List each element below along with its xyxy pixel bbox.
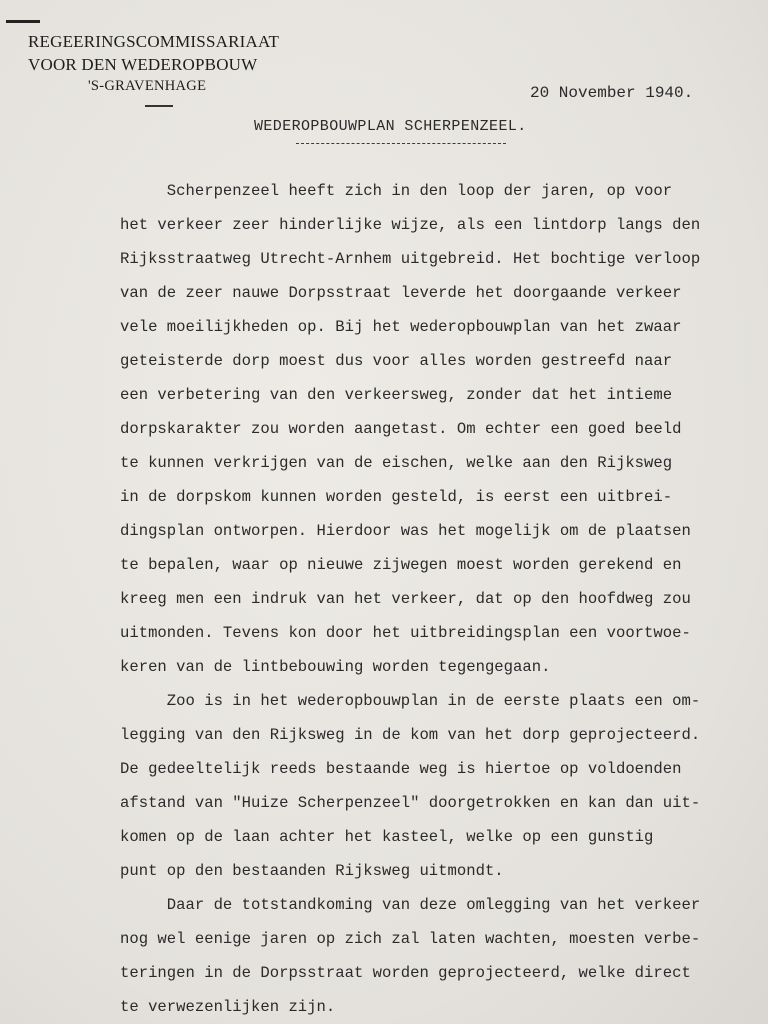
- body-line: Daar de totstandkoming van deze omlegging van het verkeer: [120, 896, 701, 914]
- document-title: WEDEROPBOUWPLAN SCHERPENZEEL.: [254, 118, 527, 135]
- body-line: te bepalen, waar op nieuwe zijwegen moest worden gerekend en: [120, 556, 682, 574]
- body-line: De gedeeltelijk reeds bestaande weg is hiertoe op voldoenden: [120, 760, 682, 778]
- body-line: in de dorpskom kunnen worden gesteld, is eerst een uitbrei-: [120, 488, 673, 506]
- body-line: een verbetering van den verkeersweg, zonder dat het intieme: [120, 386, 673, 404]
- body-line: Rijksstraatweg Utrecht-Arnhem uitgebreid. Het bochtige verloop: [120, 250, 701, 268]
- body-line: Zoo is in het wederopbouwplan in de eerste plaats een om-: [120, 692, 701, 710]
- letterhead: [28, 30, 279, 96]
- body-line: Scherpenzeel heeft zich in den loop der jaren, op voor: [120, 182, 673, 200]
- body-line: geteisterde dorp moest dus voor alles worden gestreefd naar: [120, 352, 673, 370]
- body-line: uitmonden. Tevens kon door het uitbreidingsplan een voortwoe-: [120, 624, 691, 642]
- body-line: te verwezenlijken zijn.: [120, 998, 336, 1016]
- body-line: kreeg men een indruk van het verkeer, dat op den hoofdweg zou: [120, 590, 691, 608]
- letterhead-line-2: VOOR DEN WEDEROPBOUW: [28, 55, 258, 74]
- body-line: nog wel eenige jaren op zich zal laten wachten, moesten verbe-: [120, 930, 701, 948]
- body-line: vele moeilijkheden op. Bij het wederopbouwplan van het zwaar: [120, 318, 682, 336]
- body-line: van de zeer nauwe Dorpsstraat leverde het doorgaande verkeer: [120, 284, 682, 302]
- body-line: teringen in de Dorpsstraat worden geprojecteerd, welke direct: [120, 964, 691, 982]
- body-line: komen op de laan achter het kasteel, welke op een gunstig: [120, 828, 654, 846]
- body-text: [120, 174, 760, 1024]
- document-date: 20 November 1940.: [530, 84, 694, 102]
- letterhead-line-1: REGEERINGSCOMMISSARIAAT: [28, 32, 280, 51]
- body-line: te kunnen verkrijgen van de eischen, welke aan den Rijksweg: [120, 454, 673, 472]
- body-line: dingsplan ontworpen. Hierdoor was het mogelijk om de plaatsen: [120, 522, 691, 540]
- body-line: dorpskarakter zou worden aangetast. Om echter een goed beeld: [120, 420, 682, 438]
- letterhead-rule: [145, 105, 173, 107]
- body-line: keren van de lintbebouwing worden tegengegaan.: [120, 658, 551, 676]
- letterhead-line-3: 'S-GRAVENHAGE: [88, 78, 207, 94]
- body-line: het verkeer zeer hinderlijke wijze, als een lintdorp langs den: [120, 216, 701, 234]
- corner-mark: [6, 20, 40, 23]
- title-underline: [296, 143, 506, 144]
- body-line: afstand van "Huize Scherpenzeel" doorgetrokken en kan dan uit-: [120, 794, 701, 812]
- body-line: punt op den bestaanden Rijksweg uitmondt.: [120, 862, 504, 880]
- body-line: legging van den Rijksweg in de kom van het dorp geprojecteerd.: [120, 726, 701, 744]
